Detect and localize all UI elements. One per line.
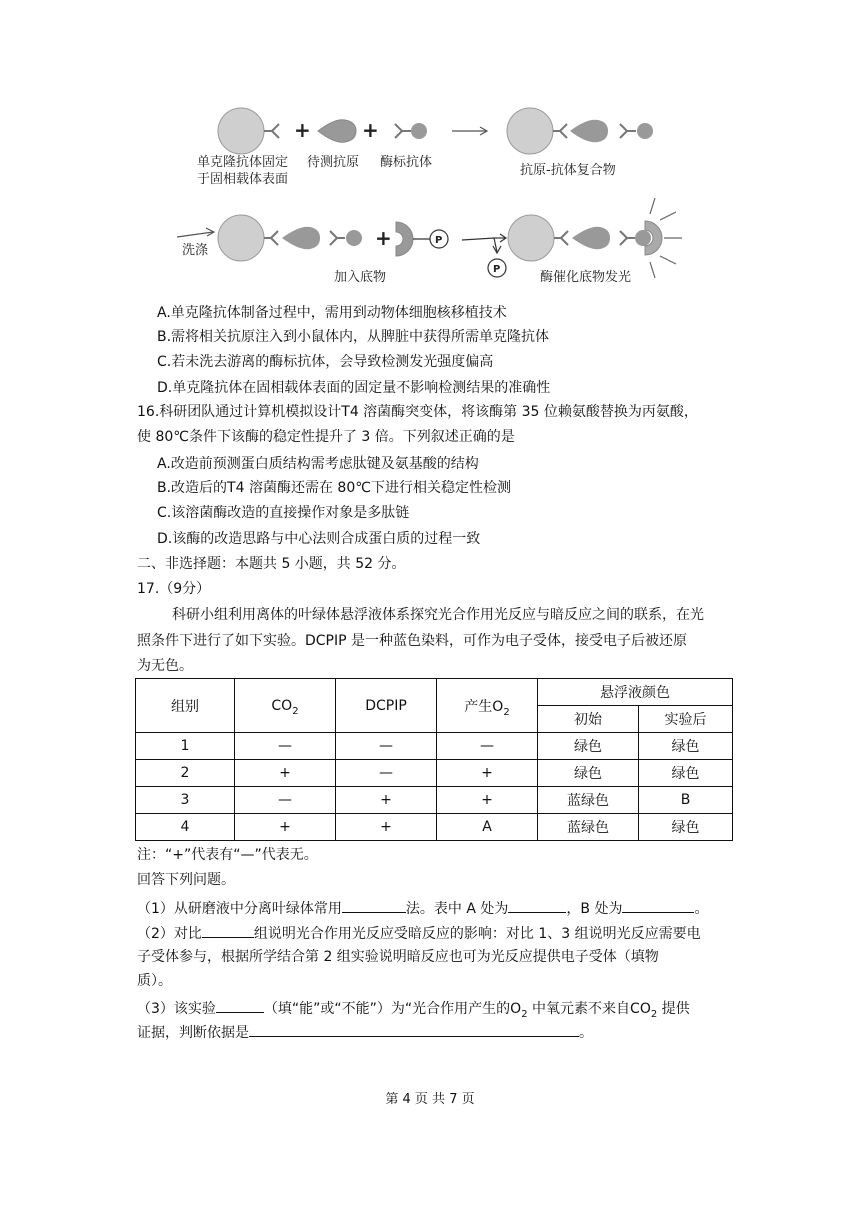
plus-sign: + — [362, 118, 379, 142]
header-dcpip: DCPIP — [336, 679, 437, 733]
table-cell: 绿色 — [639, 814, 733, 841]
release-arrow — [462, 234, 506, 277]
answer-blank[interactable] — [249, 1022, 579, 1037]
q17-part2: （2）对比 组说明光合作用光反应受暗反应的影响：对比 1、3 组说明光反应需要电 — [137, 923, 701, 944]
answer-blank[interactable] — [216, 998, 264, 1013]
label-fixed-antibody: 于固相载体表面 — [197, 172, 289, 187]
table-row — [136, 760, 733, 787]
elisa-diagram — [0, 0, 860, 300]
table-cell: + — [437, 787, 538, 814]
table-row — [136, 733, 733, 760]
table-header-row — [136, 679, 733, 706]
reaction-arrow — [452, 127, 487, 135]
header-after: 实验后 — [639, 706, 733, 733]
header-initial: 初始 — [538, 706, 639, 733]
solid-phase-antibody — [218, 108, 279, 154]
answer-blank[interactable] — [508, 898, 566, 913]
antigen-antibody-complex — [507, 108, 653, 154]
header-group: 组别 — [136, 679, 235, 733]
label-antigen: 待测抗原 — [307, 155, 360, 170]
table-cell: 绿色 — [538, 760, 639, 787]
table-cell: — — [235, 733, 336, 760]
table-cell: 4 — [136, 814, 235, 841]
svg-text:P: P — [435, 235, 443, 246]
q17-intro: 照条件下进行了如下实验。DCPIP 是一种蓝色染料，可作为电子受体，接受电子后被还原 — [137, 633, 688, 649]
label-enzyme-antibody: 酶标抗体 — [380, 155, 433, 170]
answer-prompt: 回答下列问题。 — [137, 872, 235, 888]
q15-option-a: A.单克隆抗体制备过程中，需用到动物体细胞核移植技术 — [157, 305, 507, 321]
table-cell: + — [336, 787, 437, 814]
enzyme-antibody — [395, 123, 427, 139]
q16-option-c: C.该溶菌酶改造的直接操作对象是多肽链 — [157, 505, 410, 521]
table-cell: 绿色 — [538, 733, 639, 760]
q17-part1: （1）从研磨液中分离叶绿体常用 法。表中 A 处为 ，B 处为 。 — [137, 898, 708, 919]
antigen-shape — [318, 120, 356, 143]
q15-option-d: D.单克隆抗体在固相载体表面的固定量不影响检测结果的准确性 — [157, 380, 551, 396]
glowing-complex — [508, 198, 682, 278]
table-cell: 绿色 — [639, 733, 733, 760]
answer-blank[interactable] — [202, 923, 254, 938]
table-cell: A — [437, 814, 538, 841]
table-cell: — — [336, 760, 437, 787]
q15-option-b: B.需将相关抗原注入到小鼠体内，从脾脏中获得所需单克隆抗体 — [157, 329, 550, 345]
table-cell: B — [639, 787, 733, 814]
table-cell: 3 — [136, 787, 235, 814]
table-cell: 2 — [136, 760, 235, 787]
q16-stem: 使 80℃条件下该酶的稳定性提升了 3 倍。下列叙述正确的是 — [137, 429, 515, 445]
table-cell: + — [437, 760, 538, 787]
table-cell: + — [336, 814, 437, 841]
table-cell: 1 — [136, 733, 235, 760]
wash-arrow — [177, 228, 214, 237]
q17-intro: 为无色。 — [137, 658, 193, 674]
table-cell: 绿色 — [639, 760, 733, 787]
substrate-shape — [396, 222, 448, 256]
washed-complex — [218, 215, 362, 261]
header-o2: 产生$O_2$ — [437, 679, 538, 733]
table-cell: — — [336, 733, 437, 760]
answer-blank[interactable] — [342, 898, 406, 913]
table-cell: — — [235, 787, 336, 814]
svg-text:P: P — [493, 264, 501, 275]
q16-option-b: B.改造后的T4 溶菌酶还需在 80℃下进行相关稳定性检测 — [157, 480, 511, 496]
label-complex: 抗原-抗体复合物 — [520, 163, 616, 178]
label-wash: 洗涤 — [182, 243, 209, 258]
q16-option-d: D.该酶的改造思路与中心法则合成蛋白质的过程一致 — [157, 531, 481, 547]
table-row — [136, 814, 733, 841]
plus-sign: + — [294, 118, 311, 142]
header-co2: $CO_2$ — [235, 679, 336, 733]
answer-blank[interactable] — [622, 898, 694, 913]
q17-part2: 子受体参与，根据所学结合第 2 组实验说明暗反应也可为光反应提供电子受体（填物 — [137, 949, 659, 965]
q17-intro: 科研小组利用离体的叶绿体悬浮液体系探究光合作用光反应与暗反应之间的联系，在光 — [172, 607, 704, 623]
q15-option-c: C.若未洗去游离的酶标抗体，会导致检测发光强度偏高 — [157, 354, 494, 370]
table-cell: — — [437, 733, 538, 760]
q16-option-a: A.改造前预测蛋白质结构需考虑肽键及氨基酸的结构 — [157, 456, 479, 472]
table-row — [136, 787, 733, 814]
q17-part3: （3）该实验 （填“能”或“不能”）为“光合作用产生的$O_2$ 中氧元素不来自$CO_2$ 提供 — [137, 998, 690, 1019]
table-note: 注：“+”代表有“—”代表无。 — [137, 847, 318, 863]
experiment-table — [135, 678, 733, 841]
q17-part3: 证据，判断依据是 。 — [137, 1022, 593, 1043]
q16-stem: 16.科研团队通过计算机模拟设计T4 溶菌酶突变体，将该酶第 35 位赖氨酸替换为丙氨酸， — [137, 404, 698, 420]
label-glow: 酶催化底物发光 — [540, 270, 632, 285]
label-substrate: 加入底物 — [334, 270, 387, 285]
table-cell: + — [235, 760, 336, 787]
page-footer: 第 4 页 共 7 页 — [385, 1092, 475, 1107]
label-fixed-antibody: 单克隆抗体固定 — [197, 155, 289, 170]
table-cell: 蓝绿色 — [538, 787, 639, 814]
table-cell: + — [235, 814, 336, 841]
q17-part2: 质）。 — [137, 973, 172, 989]
section-heading: 二、非选择题：本题共 5 小题，共 52 分。 — [137, 556, 406, 572]
q17-heading: 17.（9分） — [137, 581, 211, 597]
plus-sign: + — [375, 226, 392, 250]
header-suspension-color: 悬浮液颜色 — [538, 679, 733, 706]
table-cell: 蓝绿色 — [538, 814, 639, 841]
